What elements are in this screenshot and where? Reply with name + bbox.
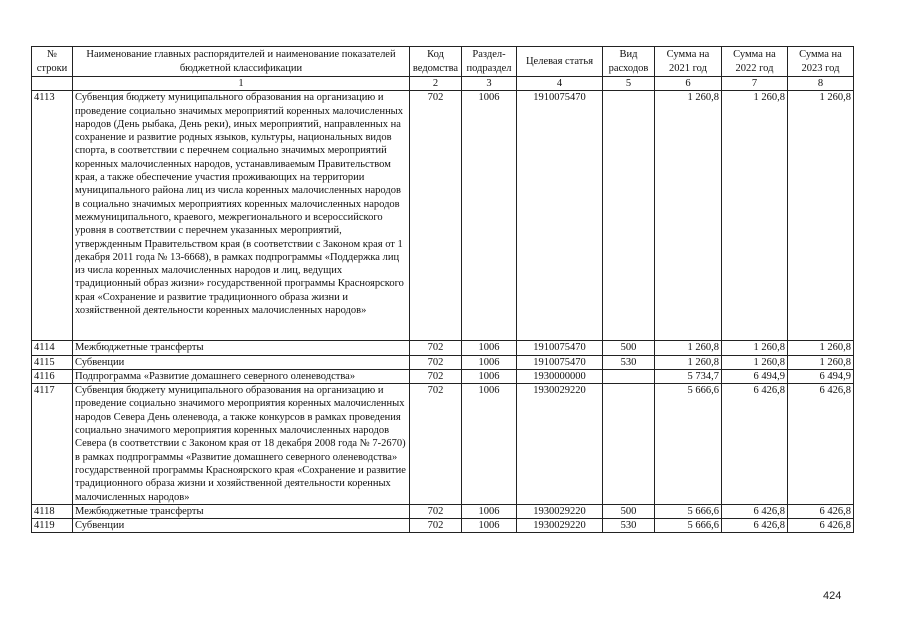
row-name: Подпрограмма «Развитие домашнего северного оленеводства» (73, 369, 410, 383)
row-name: Межбюджетные трансферты (73, 341, 410, 355)
row-number: 4119 (32, 519, 73, 533)
column-number: 7 (722, 77, 788, 91)
row-name: Субвенции (73, 355, 410, 369)
budget-table (31, 46, 854, 533)
row-sum-2023: 6 426,8 (788, 504, 854, 518)
row-sum-2021: 1 260,8 (655, 91, 722, 341)
header-expense-type: Вид расходов (603, 47, 655, 77)
table-row (32, 91, 854, 341)
row-dept-code: 702 (410, 369, 462, 383)
row-sum-2023: 1 260,8 (788, 355, 854, 369)
row-expense-type (603, 369, 655, 383)
row-sum-2021: 1 260,8 (655, 355, 722, 369)
row-expense-type: 500 (603, 341, 655, 355)
header-row-no: № строки (32, 47, 73, 77)
header-row (32, 47, 854, 77)
row-sum-2021: 5 666,6 (655, 384, 722, 505)
header-sum-2021: Сумма на 2021 год (655, 47, 722, 77)
column-number: 1 (73, 77, 410, 91)
row-section: 1006 (462, 519, 517, 533)
row-name: Субвенция бюджету муниципального образования на организацию и проведение социально значимого мероприятия коренных малочисленных народов Севера День оленевода, а также конкурсов в рамках проведения социально значимого мероприятия коренных малочисленных народов Севера (в соответствии с Законом края от 18 декабря 2008 года № 7-2670) в рамках подпрограммы «Развитие домашнего северного оленеводства» государственной программы Красноярского края «Сохранение и развитие традиционного образа жизни и хозяйственной деятельности коренных малочисленных народов» (73, 384, 410, 505)
row-section: 1006 (462, 369, 517, 383)
header-sum-2022: Сумма на 2022 год (722, 47, 788, 77)
row-name: Межбюджетные трансферты (73, 504, 410, 518)
row-expense-type (603, 91, 655, 341)
row-expense-type: 530 (603, 519, 655, 533)
column-number: 4 (517, 77, 603, 91)
row-sum-2023: 1 260,8 (788, 341, 854, 355)
row-sum-2021: 5 734,7 (655, 369, 722, 383)
row-dept-code: 702 (410, 355, 462, 369)
row-expense-type: 530 (603, 355, 655, 369)
row-expense-type: 500 (603, 504, 655, 518)
row-section: 1006 (462, 384, 517, 505)
column-number: 5 (603, 77, 655, 91)
header-dept-code: Код ведомства (410, 47, 462, 77)
row-section: 1006 (462, 91, 517, 341)
row-sum-2021: 1 260,8 (655, 341, 722, 355)
row-sum-2022: 1 260,8 (722, 355, 788, 369)
column-number: 6 (655, 77, 722, 91)
column-number (32, 77, 73, 91)
row-sum-2023: 6 494,9 (788, 369, 854, 383)
row-section: 1006 (462, 341, 517, 355)
row-sum-2023: 1 260,8 (788, 91, 854, 341)
row-expense-type (603, 384, 655, 505)
column-number-row (32, 77, 854, 91)
row-sum-2022: 1 260,8 (722, 91, 788, 341)
row-number: 4115 (32, 355, 73, 369)
row-sum-2023: 6 426,8 (788, 519, 854, 533)
row-target-article: 1930029220 (517, 504, 603, 518)
row-target-article: 1910075470 (517, 91, 603, 341)
row-dept-code: 702 (410, 504, 462, 518)
row-number: 4113 (32, 91, 73, 341)
row-sum-2022: 6 426,8 (722, 519, 788, 533)
row-sum-2021: 5 666,6 (655, 504, 722, 518)
row-number: 4116 (32, 369, 73, 383)
row-sum-2022: 6 426,8 (722, 504, 788, 518)
row-name: Субвенция бюджету муниципального образования на организацию и проведение социально значимых мероприятий коренных малочисленных народов (День рыбака, День реки), иных мероприятий, направленных на сохранение и развитие родных языков, культуры, национальных видов спорта, в соответствии с перечнем социально значимых мероприятий коренных малочисленных народов, устанавливаемым Правительством края, а также обеспечение участия проживающих на территории муниципального района лиц из числа коренных малочисленных народов в социально значимых мероприятиях коренных малочисленных народов межмуниципального, краевого, межрегионального и всероссийского уровня в соответствии с перечнем указанных мероприятий, утвержденным Правительством края (в соответствии с Законом края от 1 декабря 2011 года № 13-6668), в рамках подпрограммы «Поддержка лиц из числа коренных малочисленных народов и лиц, ведущих традиционный образ жизни» государственной программы Красноярского края «Сохранение и развитие традиционного образа жизни и хозяйственной деятельности коренных малочисленных народов» (73, 91, 410, 341)
header-name: Наименование главных распорядителей и наименование показателей бюджетной классификации (73, 47, 410, 77)
row-name: Субвенции (73, 519, 410, 533)
row-sum-2021: 5 666,6 (655, 519, 722, 533)
row-sum-2022: 1 260,8 (722, 341, 788, 355)
header-target-article: Целевая статья (517, 47, 603, 77)
row-number: 4117 (32, 384, 73, 505)
row-section: 1006 (462, 504, 517, 518)
row-section: 1006 (462, 355, 517, 369)
row-target-article: 1930029220 (517, 384, 603, 505)
table-row (32, 519, 854, 533)
row-sum-2023: 6 426,8 (788, 384, 854, 505)
column-number: 3 (462, 77, 517, 91)
header-sum-2023: Сумма на 2023 год (788, 47, 854, 77)
row-target-article: 1930000000 (517, 369, 603, 383)
table-row (32, 384, 854, 505)
row-number: 4114 (32, 341, 73, 355)
table-row (32, 341, 854, 355)
page-number: 424 (823, 590, 842, 602)
table-row (32, 504, 854, 518)
row-target-article: 1910075470 (517, 355, 603, 369)
column-number: 2 (410, 77, 462, 91)
row-target-article: 1910075470 (517, 341, 603, 355)
row-dept-code: 702 (410, 519, 462, 533)
column-number: 8 (788, 77, 854, 91)
table-row (32, 369, 854, 383)
row-target-article: 1930029220 (517, 519, 603, 533)
row-sum-2022: 6 426,8 (722, 384, 788, 505)
row-number: 4118 (32, 504, 73, 518)
table-row (32, 355, 854, 369)
row-sum-2022: 6 494,9 (722, 369, 788, 383)
row-dept-code: 702 (410, 341, 462, 355)
header-section: Раздел-подраздел (462, 47, 517, 77)
row-dept-code: 702 (410, 384, 462, 505)
row-dept-code: 702 (410, 91, 462, 341)
